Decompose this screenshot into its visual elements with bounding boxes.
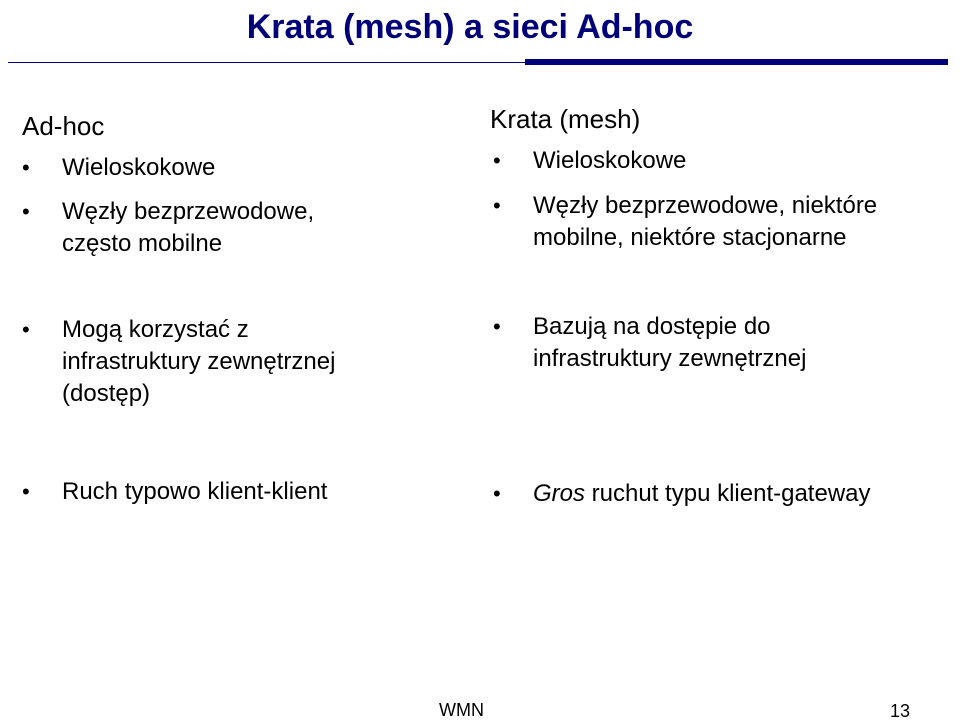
item-line: Węzły bezprzewodowe, bbox=[62, 198, 315, 225]
bullet-icon: • bbox=[22, 199, 30, 224]
left-bullet-item bbox=[22, 196, 315, 260]
item-line: Wieloskokowe bbox=[533, 147, 687, 174]
left-bullet-item bbox=[22, 314, 336, 410]
item-line: (dostęp) bbox=[62, 380, 151, 407]
item-emphasis: Gros bbox=[533, 480, 586, 507]
bullet-icon: • bbox=[22, 155, 30, 180]
bullet-icon: • bbox=[493, 314, 501, 339]
title-underline bbox=[8, 58, 952, 66]
right-bullet-item bbox=[493, 145, 687, 177]
bullet-icon: • bbox=[22, 317, 30, 342]
item-line: Ruch typowo klient-klient bbox=[62, 478, 328, 505]
item-line: Mogą korzystać z bbox=[62, 316, 249, 343]
left-bullet-item bbox=[22, 152, 216, 184]
item-line: Bazują na dostępie do bbox=[533, 313, 771, 340]
left-column-heading: Ad-hoc bbox=[22, 111, 105, 141]
right-bullet-item bbox=[493, 478, 871, 510]
bullet-icon: • bbox=[22, 479, 30, 504]
right-bullet-item bbox=[493, 190, 878, 254]
left-bullet-item bbox=[22, 476, 328, 508]
right-column-heading: Krata (mesh) bbox=[490, 104, 641, 134]
item-line: mobilne, niektóre stacjonarne bbox=[533, 224, 847, 251]
bullet-icon: • bbox=[493, 148, 501, 173]
right-bullet-item bbox=[493, 311, 807, 375]
item-line bbox=[533, 478, 871, 510]
item-text: ruchut typu klient-gateway bbox=[585, 480, 871, 507]
item-line: często mobilne bbox=[62, 230, 223, 257]
item-line: infrastruktury zewnętrznej bbox=[533, 345, 807, 372]
page-number: 13 bbox=[890, 701, 911, 721]
slide-title: Krata (mesh) a sieci Ad-hoc bbox=[246, 8, 694, 46]
footer-label: WMN bbox=[439, 700, 484, 720]
item-line: Węzły bezprzewodowe, niektóre bbox=[533, 192, 878, 219]
bullet-icon: • bbox=[493, 481, 501, 506]
item-line: Wieloskokowe bbox=[62, 154, 216, 181]
bullet-icon: • bbox=[493, 193, 501, 218]
item-line: infrastruktury zewnętrznej bbox=[62, 348, 336, 375]
